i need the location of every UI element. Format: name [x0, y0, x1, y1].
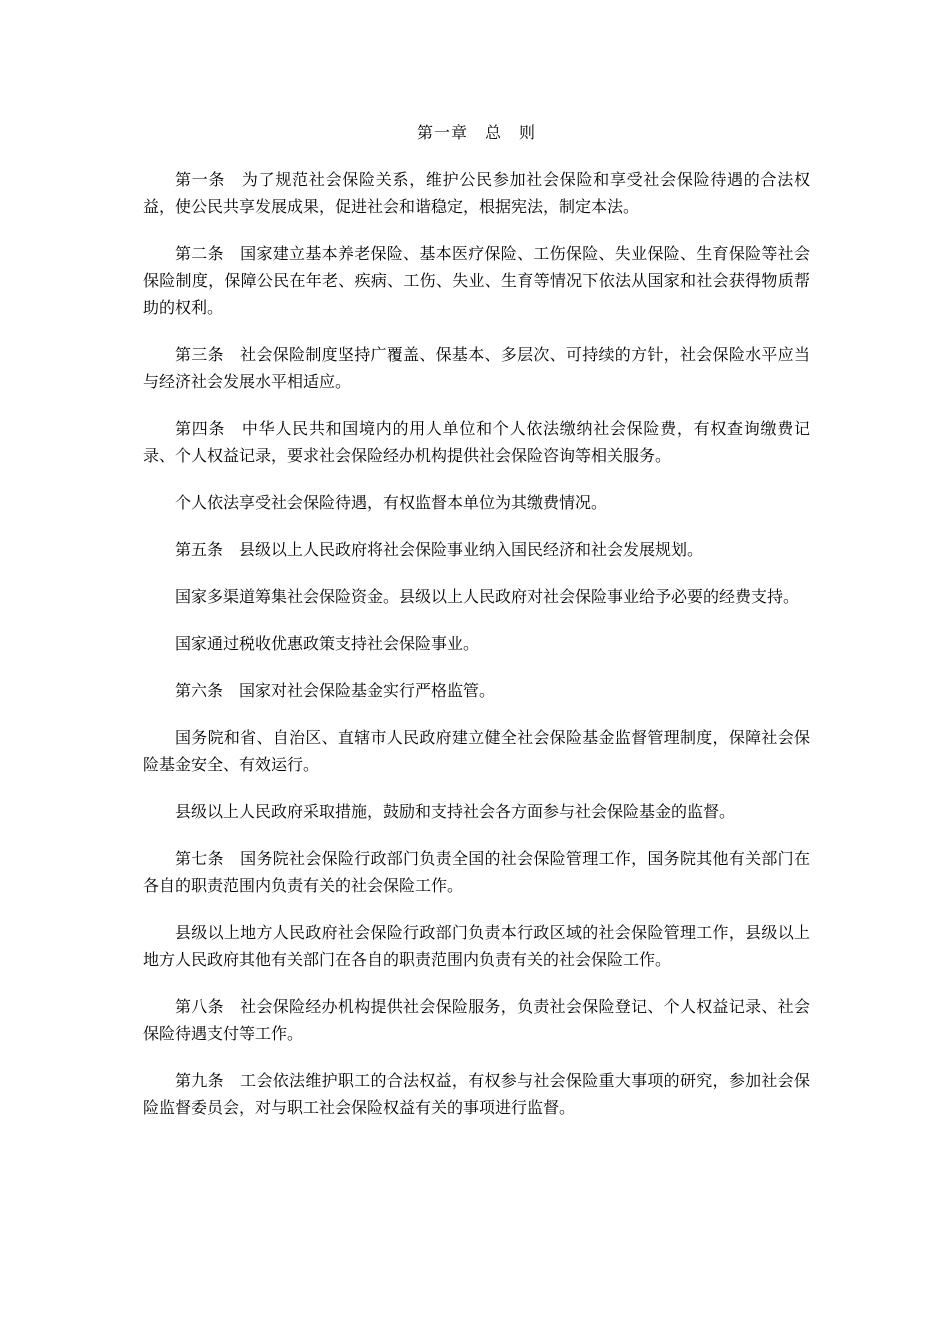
paragraph: [143, 919, 810, 973]
paragraph-text: 社会保险经办机构提供社会保险服务，负责社会保险登记、个人权益记录、社会保险待遇支付等工作。: [143, 997, 810, 1043]
paragraph-text: 中华人民共和国境内的用人单位和个人依法缴纳社会保险费，有权查询缴费记录、个人权益记录，要求社会保险经办机构提供社会保险咨询等相关服务。: [143, 419, 810, 465]
paragraph: [143, 724, 810, 778]
paragraph: [143, 1067, 810, 1121]
paragraph-text: 为了规范社会保险关系，维护公民参加社会保险和享受社会保险待遇的合法权益，使公民共享发展成果，促进社会和谐稳定，根据宪法，制定本法。: [143, 170, 810, 216]
paragraph: [143, 536, 810, 563]
paragraph-text: 社会保险制度坚持广覆盖、保基本、多层次、可持续的方针，社会保险水平应当与经济社会发展水平相适应。: [143, 345, 810, 391]
paragraph: [143, 489, 810, 516]
paragraph: [143, 166, 810, 220]
chapter-title: 第一章 总 则: [416, 123, 536, 142]
paragraph: [143, 240, 810, 321]
article-number: 第六条: [175, 681, 224, 700]
document-page: [143, 120, 810, 1141]
paragraph: [143, 630, 810, 657]
article-number: 第一条: [175, 170, 226, 189]
paragraph: [143, 993, 810, 1047]
paragraph-text: 国家多渠道筹集社会保险资金。县级以上人民政府对社会保险事业给予必要的经费支持。: [175, 587, 800, 606]
paragraph-text: 国家建立基本养老保险、基本医疗保险、工伤保险、失业保险、生育保险等社会保险制度，保障公民在年老、疾病、工伤、失业、生育等情况下依法从国家和社会获得物质帮助的权利。: [143, 244, 810, 317]
paragraph: [143, 583, 810, 610]
paragraph: [143, 798, 810, 825]
article-number: 第七条: [175, 849, 224, 868]
article-number: 第二条: [175, 244, 224, 263]
paragraph-text: 国家对社会保险基金实行严格监管。: [239, 681, 496, 700]
paragraph-text: 国家通过税收优惠政策支持社会保险事业。: [175, 634, 480, 653]
paragraph-text: 个人依法享受社会保险待遇，有权监督本单位为其缴费情况。: [175, 493, 608, 512]
document-body: [143, 166, 810, 1121]
article-number: 第五条: [175, 540, 224, 559]
paragraph: [143, 415, 810, 469]
paragraph: [143, 341, 810, 395]
paragraph-text: 县级以上人民政府采取措施，鼓励和支持社会各方面参与社会保险基金的监督。: [175, 802, 736, 821]
paragraph-text: 国务院社会保险行政部门负责全国的社会保险管理工作，国务院其他有关部门在各自的职责范围内负责有关的社会保险工作。: [143, 849, 810, 895]
paragraph: [143, 845, 810, 899]
paragraph-text: 工会依法维护职工的合法权益，有权参与社会保险重大事项的研究，参加社会保险监督委员会，对与职工社会保险权益有关的事项进行监督。: [143, 1071, 810, 1117]
paragraph-text: 县级以上人民政府将社会保险事业纳入国民经济和社会发展规划。: [239, 540, 704, 559]
paragraph-text: 国务院和省、自治区、直辖市人民政府建立健全社会保险基金监督管理制度，保障社会保险基金安全、有效运行。: [143, 728, 810, 774]
paragraph: [143, 677, 810, 704]
article-number: 第三条: [175, 345, 224, 364]
paragraph-text: 县级以上地方人民政府社会保险行政部门负责本行政区域的社会保险管理工作，县级以上地方人民政府其他有关部门在各自的职责范围内负责有关的社会保险工作。: [143, 923, 810, 969]
article-number: 第九条: [175, 1071, 224, 1090]
article-number: 第四条: [175, 419, 226, 438]
article-number: 第八条: [175, 997, 224, 1016]
